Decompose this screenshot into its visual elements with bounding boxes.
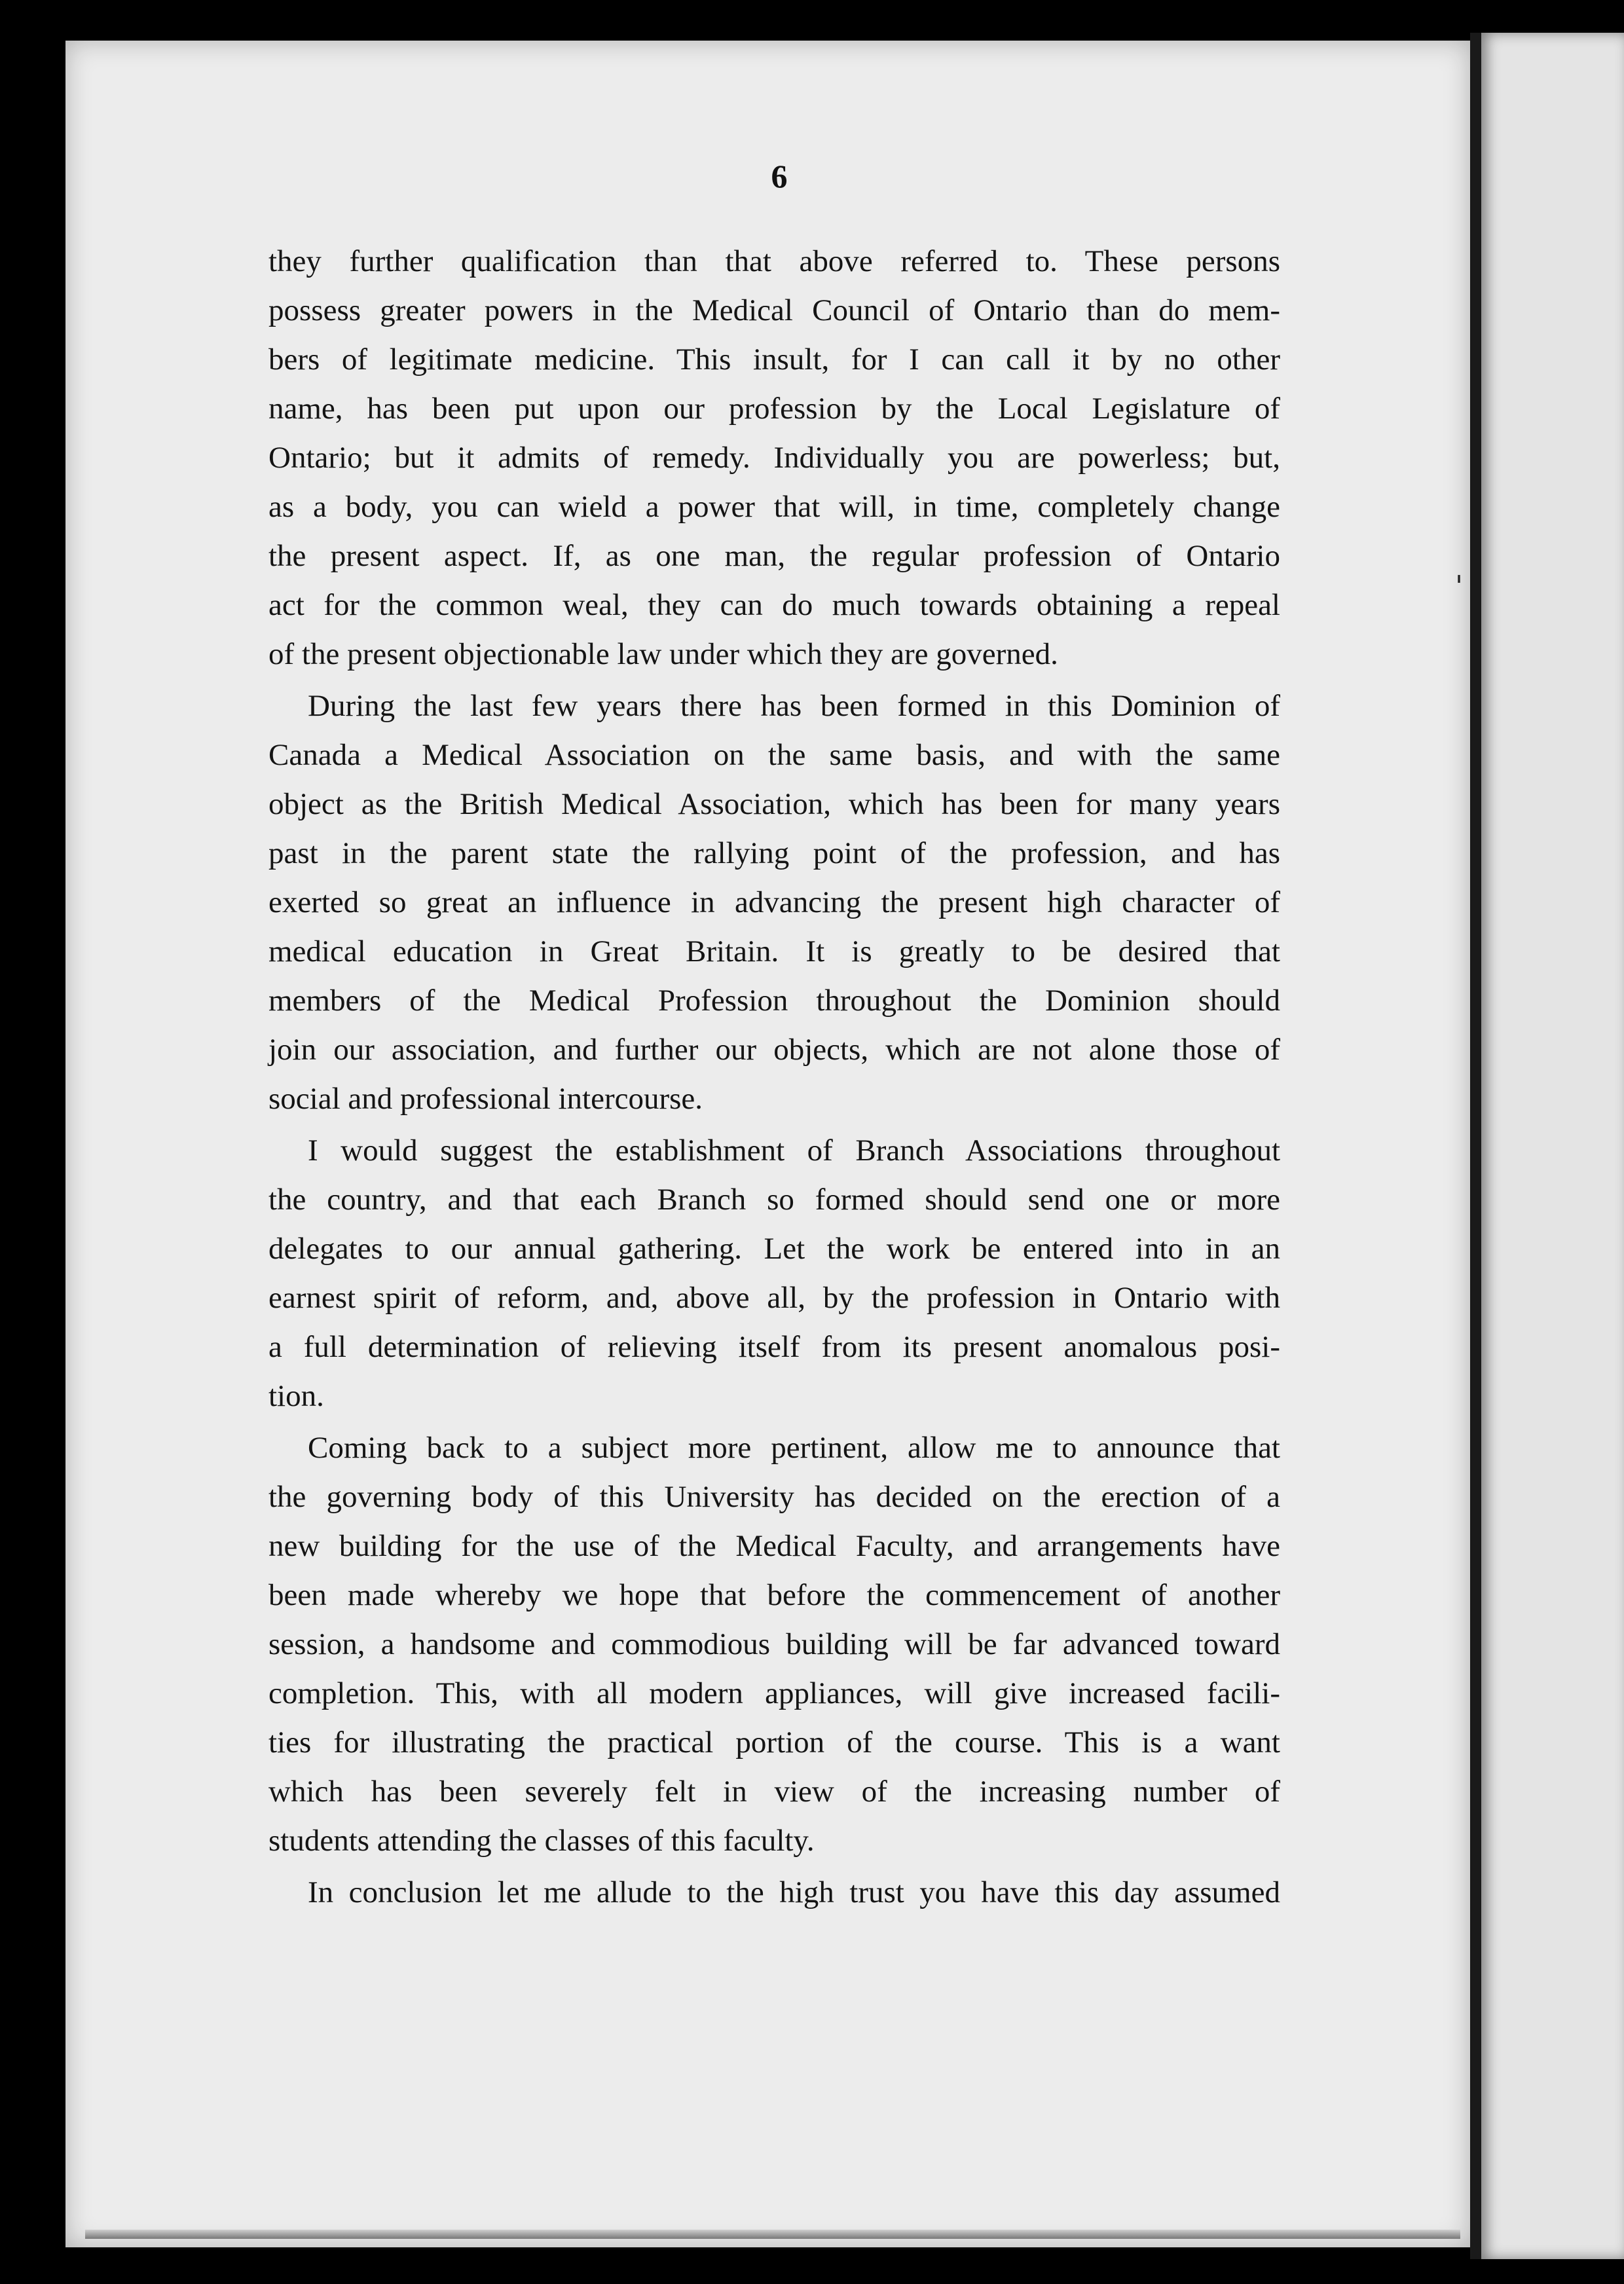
text-line: bers of legitimate medicine. This insult, for I can call it by no other: [268, 342, 1280, 377]
paragraph: [268, 1868, 1280, 1917]
text-line: the present aspect. If, as one man, the regular profession of Ontario: [268, 539, 1280, 573]
text-line: been made whereby we hope that before the commencement of another: [268, 1578, 1280, 1612]
text-line: ties for illustrating the practical portion of the course. This is a want: [268, 1725, 1280, 1759]
text-line: During the last few years there has been formed in this Dominion of: [308, 689, 1280, 723]
book-gutter: [1470, 33, 1481, 2259]
text-line: completion. This, with all modern appliances, will give increased facili-: [268, 1676, 1280, 1710]
text-line: the governing body of this University has decided on the erection of a: [268, 1480, 1280, 1514]
text-line: exerted so great an influence in advancing the present high character of: [268, 885, 1280, 919]
page-number: 6: [771, 158, 788, 194]
text-line: social and professional intercourse.: [268, 1082, 703, 1116]
text-line: object as the British Medical Association, which has been for many years: [268, 787, 1280, 821]
paragraph: [268, 682, 1280, 1124]
text-line: possess greater powers in the Medical Council of Ontario than do mem-: [268, 293, 1280, 327]
text-line: join our association, and further our objects, which are not alone those of: [268, 1033, 1280, 1067]
page-bottom-edge: [85, 2230, 1460, 2239]
text-line: which has been severely felt in view of the increasing number of: [268, 1775, 1280, 1809]
paragraph: [268, 1424, 1280, 1866]
text-line: past in the parent state the rallying point of the profession, and has: [268, 836, 1280, 870]
paragraph: [268, 237, 1280, 679]
text-line: delegates to our annual gathering. Let the work be entered into in an: [268, 1232, 1280, 1266]
text-line: tion.: [268, 1379, 324, 1413]
text-line: Ontario; but it admits of remedy. Individually you are powerless; but,: [268, 441, 1280, 475]
text-line: new building for the use of the Medical Faculty, and arrangements have: [268, 1529, 1280, 1563]
text-line: as a body, you can wield a power that will, in time, completely change: [268, 490, 1280, 524]
text-line: I would suggest the establishment of Branch Associations throughout: [308, 1133, 1280, 1168]
text-line: of the present objectionable law under which they are governed.: [268, 637, 1058, 671]
text-line: members of the Medical Profession throughout the Dominion should: [268, 984, 1280, 1018]
text-line: act for the common weal, they can do much towards obtaining a repeal: [268, 588, 1280, 622]
body-text: [268, 237, 1280, 1917]
text-line: In conclusion let me allude to the high trust you have this day assumed: [308, 1875, 1280, 1909]
text-line: Canada a Medical Association on the same basis, and with the same: [268, 738, 1280, 772]
paragraph: [268, 1126, 1280, 1421]
text-line: session, a handsome and commodious building will be far advanced toward: [268, 1627, 1280, 1661]
text-line: earnest spirit of reform, and, above all, by the profession in Ontario with: [268, 1281, 1280, 1315]
text-line: students attending the classes of this faculty.: [268, 1824, 815, 1858]
text-line: name, has been put upon our profession by the Local Legislature of: [268, 392, 1280, 426]
text-line: medical education in Great Britain. It is greatly to be desired that: [268, 934, 1280, 968]
text-line: Coming back to a subject more pertinent, allow me to announce that: [308, 1431, 1280, 1465]
text-line: a full determination of relieving itself from its present anomalous posi-: [268, 1330, 1280, 1364]
text-line: the country, and that each Branch so formed should send one or more: [268, 1183, 1280, 1217]
margin-mark: ': [1455, 570, 1464, 603]
adjacent-page-edge: [1481, 33, 1624, 2259]
text-line: they further qualification than that above referred to. These persons: [268, 244, 1280, 278]
